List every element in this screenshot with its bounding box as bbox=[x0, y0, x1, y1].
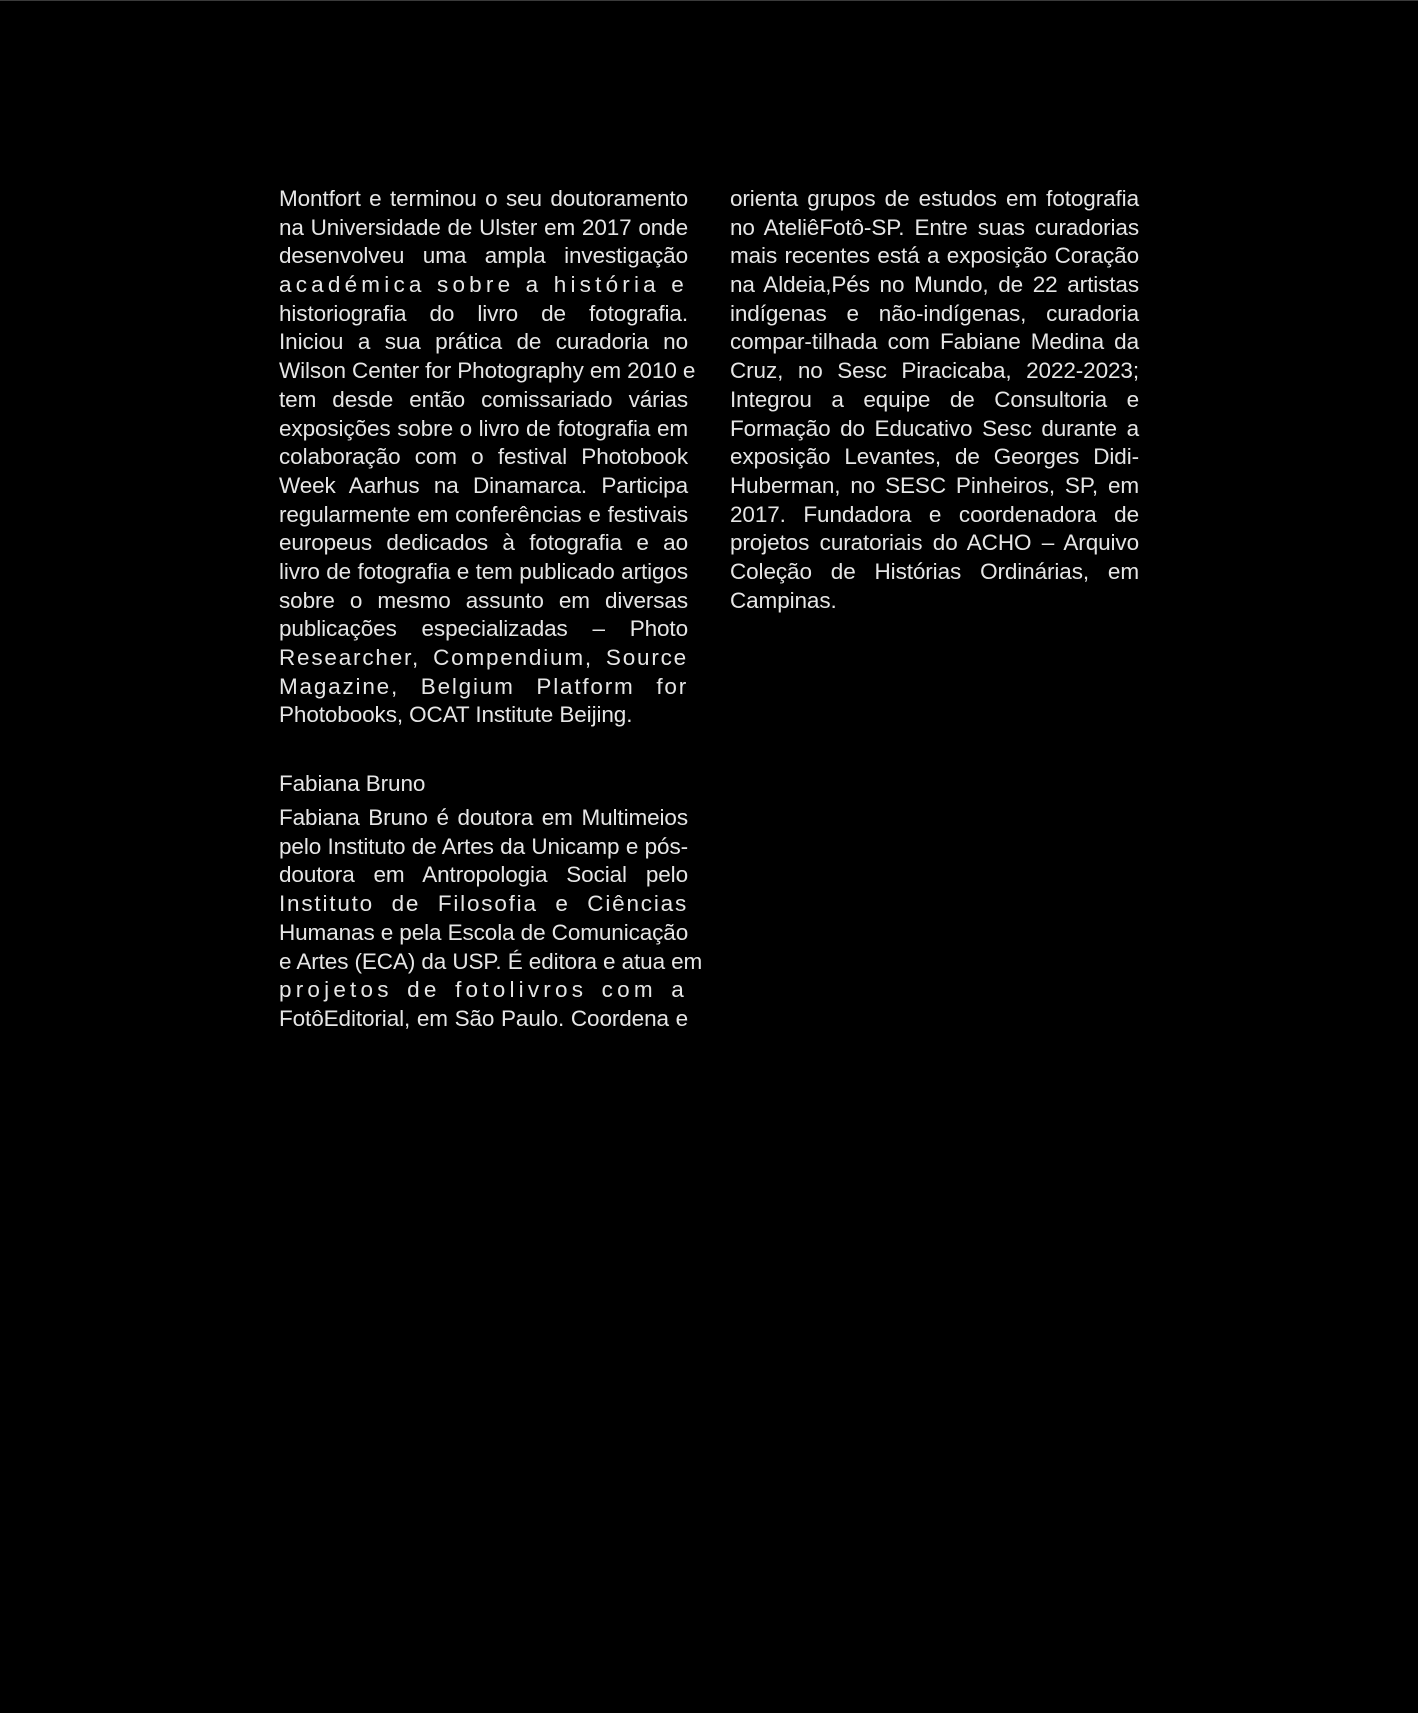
text-line: Integrou a equipe de Consultoria e bbox=[730, 386, 1139, 412]
text-line: Instituto de Filosofia e Ciências bbox=[279, 891, 688, 917]
text-line: Magazine, Belgium Platform for bbox=[279, 673, 688, 699]
text-line: tem desde então comissariado várias bbox=[279, 386, 688, 412]
paragraph-gap bbox=[279, 730, 688, 770]
left-column bbox=[279, 185, 703, 1034]
text-line: mais recentes está a exposição Coração bbox=[730, 243, 1139, 269]
text-line: compar-tilhada com Fabiane Medina da bbox=[730, 329, 1139, 355]
text-line: pelo Instituto de Artes da Unicamp e pós- bbox=[279, 833, 688, 859]
text-line: Humanas e pela Escola de Comunicação bbox=[279, 919, 689, 945]
text-line: exposições sobre o livro de fotografia em bbox=[279, 415, 688, 441]
text-line: Coleção de Histórias Ordinárias, em bbox=[730, 558, 1139, 584]
text-line: orienta grupos de estudos em fotografia bbox=[730, 186, 1139, 211]
text-line: indígenas e não-indígenas, curadoria bbox=[730, 300, 1139, 326]
text-line: FotôEditorial, em São Paulo. Coordena e bbox=[279, 1005, 688, 1031]
text-line: exposição Levantes, de Georges Didi- bbox=[730, 444, 1139, 470]
text-line: sobre o mesmo assunto em diversas bbox=[279, 587, 688, 613]
text-line: historiografia do livro de fotografia. bbox=[279, 300, 688, 326]
text-line: desenvolveu uma ampla investigação bbox=[279, 243, 688, 269]
text-line: Wilson Center for Photography em 2010 e bbox=[279, 358, 696, 384]
text-line: regularmente em conferências e festivais bbox=[279, 501, 688, 527]
text-line: Cruz, no Sesc Piracicaba, 2022-2023; bbox=[730, 358, 1139, 384]
text-line: Iniciou a sua prática de curadoria no bbox=[279, 329, 688, 355]
text-line: projetos de fotolivros com a bbox=[279, 977, 688, 1003]
text-line: publicações especializadas – Photo bbox=[279, 616, 688, 642]
text-line: projetos curatoriais do ACHO – Arquivo bbox=[730, 530, 1139, 556]
text-line: Formação do Educativo Sesc durante a bbox=[730, 415, 1139, 441]
text-line: 2017. Fundadora e coordenadora de bbox=[730, 501, 1139, 527]
text-line: livro de fotografia e tem publicado artigos bbox=[279, 558, 688, 584]
text-line: Fabiana Bruno é doutora em Multimeios bbox=[279, 805, 688, 831]
text-line: Campinas. bbox=[730, 587, 837, 613]
text-line: Huberman, no SESC Pinheiros, SP, em bbox=[730, 472, 1139, 498]
text-line: na Aldeia,Pés no Mundo, de 22 artistas bbox=[730, 272, 1139, 298]
text-line: académica sobre a história e bbox=[279, 272, 688, 298]
text-line: Week Aarhus na Dinamarca. Participa bbox=[279, 472, 688, 498]
text-line: na Universidade de Ulster em 2017 onde bbox=[279, 214, 688, 240]
biography-paragraph-continued bbox=[279, 185, 696, 730]
text-line: Montfort e terminou o seu doutoramento bbox=[279, 186, 688, 211]
right-column bbox=[730, 185, 1139, 615]
biography-paragraph-continued bbox=[730, 185, 1139, 615]
text-line: e Artes (ECA) da USP. É editora e atua em bbox=[279, 948, 703, 974]
biography-paragraph bbox=[279, 804, 703, 1034]
text-line: no AteliêFotô-SP. Entre suas curadorias bbox=[730, 214, 1139, 240]
text-line: Researcher, Compendium, Source bbox=[279, 645, 688, 670]
text-line: colaboração com o festival Photobook bbox=[279, 444, 688, 470]
section-heading: Fabiana Bruno bbox=[279, 771, 426, 797]
text-line: Photobooks, OCAT Institute Beijing. bbox=[279, 702, 633, 728]
text-line: doutora em Antropologia Social pelo bbox=[279, 862, 688, 888]
text-line: europeus dedicados à fotografia e ao bbox=[279, 530, 688, 556]
